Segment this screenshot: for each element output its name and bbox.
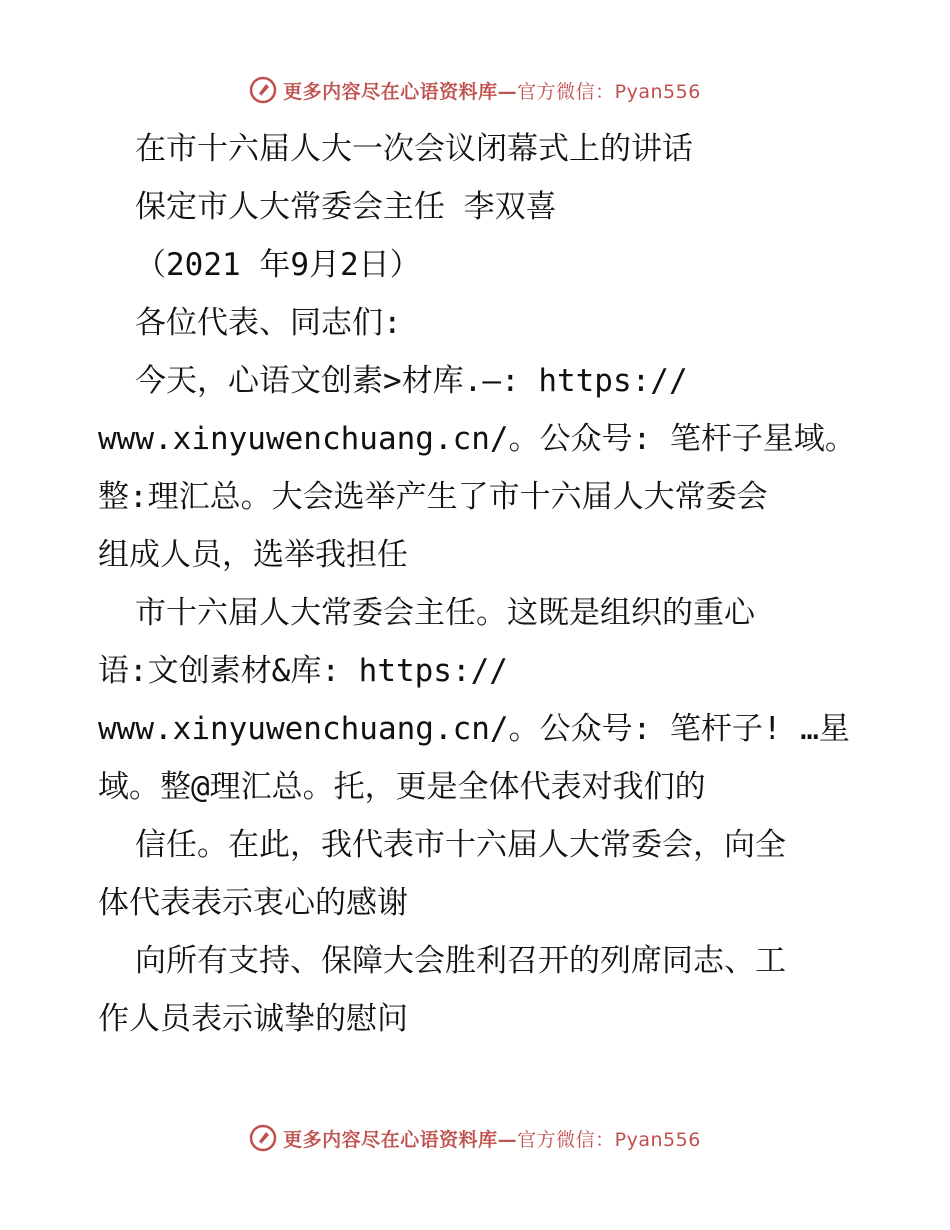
- paragraph-line: 今天，心语文创素>材库.—: https://: [135, 363, 688, 399]
- paragraph-line: 域。整@理汇总。托，更是全体代表对我们的: [98, 769, 706, 805]
- date-line: （2021 年9月2日）: [135, 247, 421, 283]
- header-banner-text: 更多内容尽在心语资料库—: [283, 80, 518, 103]
- footer-banner-contact: 官方微信：Pyan556: [517, 1128, 701, 1151]
- pen-nib-logo-icon: [249, 76, 277, 104]
- footer-banner-text: 更多内容尽在心语资料库—: [283, 1128, 518, 1151]
- paragraph-line: www.xinyuwenchuang.cn/。公众号: 笔杆子! …星: [98, 711, 850, 747]
- paragraph-line: 向所有支持、保障大会胜利召开的列席同志、工: [135, 943, 786, 979]
- footer-banner: [0, 1118, 950, 1158]
- speaker-line: 保定市人大常委会主任 李双喜: [135, 189, 557, 225]
- header-banner: [0, 70, 950, 110]
- paragraph-line: 整:理汇总。大会选举产生了市十六届人大常委会: [98, 479, 768, 515]
- document-body: [98, 120, 858, 1048]
- paragraph-line: 组成人员，选举我担任: [98, 537, 408, 573]
- salutation: 各位代表、同志们:: [135, 305, 402, 341]
- paragraph-line: 作人员表示诚挚的慰问: [98, 1001, 408, 1037]
- paragraph-line: 信任。在此，我代表市十六届人大常委会，向全: [135, 827, 786, 863]
- paragraph-line: 体代表表示衷心的感谢: [98, 885, 408, 921]
- pen-nib-logo-icon: [249, 1124, 277, 1152]
- paragraph-line: 语:文创素材&库: https://: [98, 653, 508, 689]
- paragraph-line: 市十六届人大常委会主任。这既是组织的重心: [135, 595, 755, 631]
- header-banner-contact: 官方微信：Pyan556: [517, 80, 701, 103]
- paragraph-line: www.xinyuwenchuang.cn/。公众号: 笔杆子星域。: [98, 421, 856, 457]
- speech-title: 在市十六届人大一次会议闭幕式上的讲话: [135, 131, 693, 167]
